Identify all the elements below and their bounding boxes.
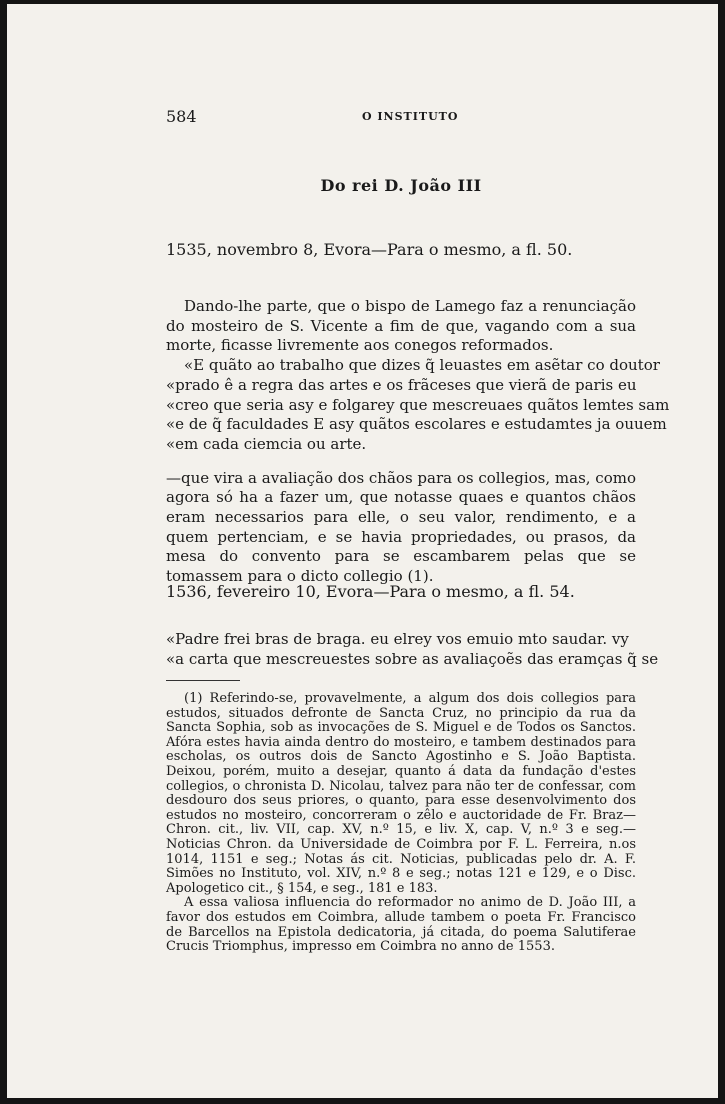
footnote: A essa valiosa influencia do reformador no animo de D. João III, a favor dos estudos em Coimbra, allude tambem o poeta Fr. Francisco de Barcellos na Epistola dedicatoria, já citada, do poema Salutiferae Crucis Triomphus, impresso em Coimbra no anno de 1553. [166, 895, 636, 955]
quote-line: «a carta que mescreuestes sobre as avaliaçoẽs das eramças q̃ se [166, 649, 659, 668]
footnotes [166, 692, 636, 955]
quote-line: «e de q̃ faculdades E asy quãtos escolares e estudamtes ja ouuem [166, 415, 667, 434]
running-title: O INSTITUTO [362, 110, 459, 123]
quote-line: «creo que seria asy e folgarey que mescreuaes quãtos lemtes sam [166, 395, 670, 414]
quote-line: «E quãto ao trabalho que dizes q̃ leuastes em asẽtar co doutor [184, 356, 660, 375]
entry-summary: Dando-lhe parte, que o bispo de Lamego faz a renunciação do mosteiro de S. Vicente a fim de que, vagando com a sua morte, ficasse livremente aos conegos reformados. [166, 297, 636, 355]
quote-line: «prado ê a regra das artes e os frãceses que vierã de paris eu [166, 375, 637, 394]
section-title: Do rei D. João III [320, 176, 482, 195]
book-page [7, 4, 718, 1098]
footnote: (1) Referindo-se, provavelmente, a algum dos dois collegios para estudos, situados defronte de Sancta Cruz, no principio da rua da Sancta Sophia, sob as invocações de S. Miguel e de Todos os Sanctos. Afóra estes havia ainda dentro do mosteiro, e tambem destinados para escholas, os outros dois de Sancto Agostinho e S. João Baptista. Deixou, porém, muito a desejar, quanto á data da fundação d'estes collegios, o chronista D. Nicolau, talvez para não ter de confessar, com desdouro dos seus priores, o quanto, para esse desenvolvimento dos estudos no mosteiro, concorreram o zêlo e auctoridade de Fr. Braz—Chron. cit., liv. VII, cap. XV, n.º 15, e liv. X, cap. V, n.º 3 e seg.—Noticias Chron. da Universidade de Coimbra por F. L. Ferreira, n.os 1014, 1151 e seg.; Notas ás cit. Noticias, publicadas pelo dr. A. F. Simões no Instituto, vol. XIV, n.º 8 e seg.; notas 121 e 129, e o Disc. Apologetico cit., § 154, e seg., 181 e 183. [166, 691, 636, 896]
quote-line: «em cada ciemcia ou arte. [166, 434, 367, 453]
entry-body [166, 297, 670, 587]
page-number: 584 [166, 107, 197, 126]
entry-heading: 1536, fevereiro 10, Evora—Para o mesmo, a fl. 54. [166, 582, 575, 601]
entry-quote [166, 630, 659, 669]
footnote-rule [166, 680, 240, 681]
page-header [166, 107, 636, 127]
entry-continuation: —que vira a avaliação dos chãos para os collegios, mas, como agora só ha a fazer um, que notasse quaes e quantos chãos eram necessarios para elle, o seu valor, rendimento, e a quem pertenciam, e se havia propriedades, ou prasos, da mesa do convento para se escambarem pelas que se tomassem para o dicto collegio (1). [166, 468, 636, 586]
entry-heading: 1535, novembro 8, Evora—Para o mesmo, a fl. 50. [166, 240, 573, 259]
quote-line: «Padre frei bras de braga. eu elrey vos emuio mto saudar. vy [166, 630, 629, 648]
